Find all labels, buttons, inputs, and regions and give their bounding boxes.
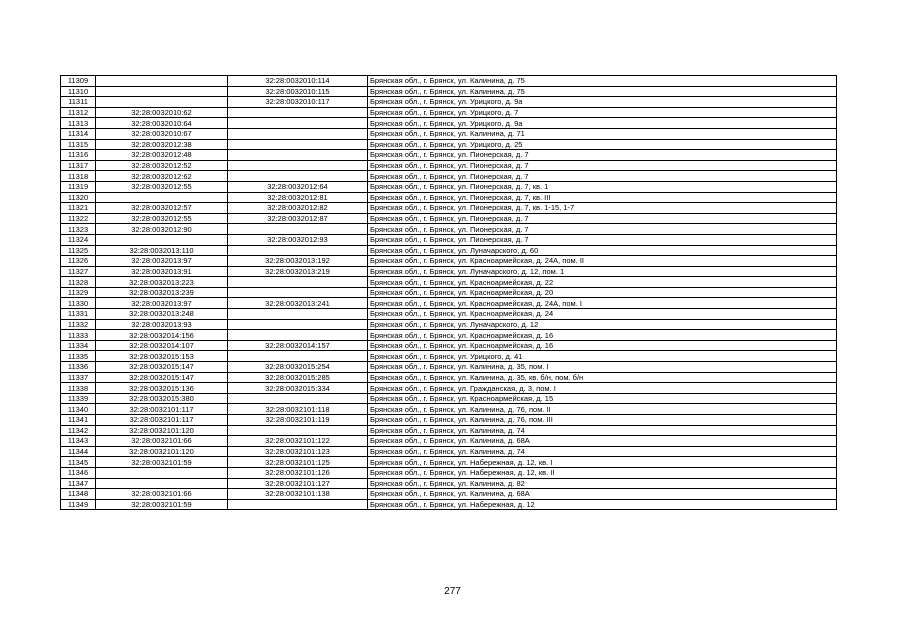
table-row xyxy=(61,192,837,203)
table-row xyxy=(61,478,837,489)
row-number-cell: 11332 xyxy=(61,319,96,330)
address-cell: Брянская обл., г. Брянск, ул. Калинина, д. 76, пом. III xyxy=(368,415,837,426)
row-number-cell: 11345 xyxy=(61,457,96,468)
related-cadastral-number-cell xyxy=(228,351,368,362)
row-number-cell: 11334 xyxy=(61,340,96,351)
table-row xyxy=(61,160,837,171)
row-number-cell: 11346 xyxy=(61,467,96,478)
cadastral-number-cell: 32:28:0032101:120 xyxy=(96,446,228,457)
address-cell: Брянская обл., г. Брянск, ул. Пионерская, д. 7, кв. 1-15, 1-7 xyxy=(368,203,837,214)
row-number-cell: 11327 xyxy=(61,266,96,277)
related-cadastral-number-cell xyxy=(228,118,368,129)
table-row xyxy=(61,499,837,510)
registry-table-body xyxy=(61,76,837,510)
address-cell: Брянская обл., г. Брянск, ул. Урицкого, д. 25 xyxy=(368,139,837,150)
cadastral-number-cell: 32:28:0032012:90 xyxy=(96,224,228,235)
row-number-cell: 11340 xyxy=(61,404,96,415)
table-row xyxy=(61,425,837,436)
cadastral-number-cell: 32:28:0032012:62 xyxy=(96,171,228,182)
cadastral-number-cell: 32:28:0032013:91 xyxy=(96,266,228,277)
table-row xyxy=(61,319,837,330)
cadastral-number-cell: 32:28:0032101:117 xyxy=(96,415,228,426)
related-cadastral-number-cell: 32:28:0032010:117 xyxy=(228,97,368,108)
address-cell: Брянская обл., г. Брянск, ул. Красноармейская, д. 15 xyxy=(368,393,837,404)
related-cadastral-number-cell: 32:28:0032012:81 xyxy=(228,192,368,203)
cadastral-number-cell: 32:28:0032010:62 xyxy=(96,107,228,118)
table-row xyxy=(61,287,837,298)
address-cell: Брянская обл., г. Брянск, ул. Калинина, д. 74 xyxy=(368,446,837,457)
related-cadastral-number-cell xyxy=(228,139,368,150)
address-cell: Брянская обл., г. Брянск, ул. Пионерская, д. 7 xyxy=(368,150,837,161)
cadastral-number-cell: 32:28:0032010:67 xyxy=(96,128,228,139)
address-cell: Брянская обл., г. Брянск, ул. Калинина, д. 35, пом. I xyxy=(368,362,837,373)
row-number-cell: 11331 xyxy=(61,309,96,320)
cadastral-number-cell: 32:28:0032013:93 xyxy=(96,319,228,330)
table-row xyxy=(61,97,837,108)
row-number-cell: 11314 xyxy=(61,128,96,139)
related-cadastral-number-cell: 32:28:0032013:192 xyxy=(228,256,368,267)
address-cell: Брянская обл., г. Брянск, ул. Красноармейская, д. 16 xyxy=(368,330,837,341)
related-cadastral-number-cell xyxy=(228,309,368,320)
row-number-cell: 11319 xyxy=(61,181,96,192)
row-number-cell: 11310 xyxy=(61,86,96,97)
table-row xyxy=(61,86,837,97)
address-cell: Брянская обл., г. Брянск, ул. Калинина, д. 75 xyxy=(368,86,837,97)
cadastral-number-cell: 32:28:0032014:156 xyxy=(96,330,228,341)
table-row xyxy=(61,489,837,500)
address-cell: Брянская обл., г. Брянск, ул. Пионерская, д. 7 xyxy=(368,224,837,235)
table-row xyxy=(61,139,837,150)
related-cadastral-number-cell: 32:28:0032012:93 xyxy=(228,234,368,245)
address-cell: Брянская обл., г. Брянск, ул. Луначарского, д. 12, пом. 1 xyxy=(368,266,837,277)
related-cadastral-number-cell xyxy=(228,393,368,404)
table-row xyxy=(61,404,837,415)
row-number-cell: 11313 xyxy=(61,118,96,129)
cadastral-number-cell: 32:28:0032012:48 xyxy=(96,150,228,161)
row-number-cell: 11335 xyxy=(61,351,96,362)
related-cadastral-number-cell xyxy=(228,160,368,171)
row-number-cell: 11316 xyxy=(61,150,96,161)
cadastral-registry-table xyxy=(60,75,837,510)
related-cadastral-number-cell xyxy=(228,245,368,256)
table-row xyxy=(61,436,837,447)
cadastral-number-cell: 32:28:0032101:59 xyxy=(96,457,228,468)
table-row xyxy=(61,181,837,192)
cadastral-number-cell: 32:28:0032012:55 xyxy=(96,181,228,192)
address-cell: Брянская обл., г. Брянск, ул. Калинина, д. 71 xyxy=(368,128,837,139)
cadastral-number-cell xyxy=(96,478,228,489)
cadastral-number-cell: 32:28:0032101:117 xyxy=(96,404,228,415)
related-cadastral-number-cell: 32:28:0032012:87 xyxy=(228,213,368,224)
table-row xyxy=(61,213,837,224)
related-cadastral-number-cell xyxy=(228,319,368,330)
address-cell: Брянская обл., г. Брянск, ул. Красноармейская, д. 22 xyxy=(368,277,837,288)
table-row xyxy=(61,128,837,139)
table-row xyxy=(61,234,837,245)
related-cadastral-number-cell: 32:28:0032013:241 xyxy=(228,298,368,309)
cadastral-number-cell: 32:28:0032013:239 xyxy=(96,287,228,298)
address-cell: Брянская обл., г. Брянск, ул. Пионерская, д. 7 xyxy=(368,234,837,245)
table-row xyxy=(61,309,837,320)
cadastral-number-cell xyxy=(96,86,228,97)
cadastral-number-cell: 32:28:0032013:248 xyxy=(96,309,228,320)
table-row xyxy=(61,340,837,351)
address-cell: Брянская обл., г. Брянск, ул. Набережная, д. 12, кв. II xyxy=(368,467,837,478)
row-number-cell: 11339 xyxy=(61,393,96,404)
row-number-cell: 11320 xyxy=(61,192,96,203)
address-cell: Брянская обл., г. Брянск, ул. Пионерская, д. 7 xyxy=(368,160,837,171)
related-cadastral-number-cell: 32:28:0032101:118 xyxy=(228,404,368,415)
cadastral-number-cell xyxy=(96,97,228,108)
related-cadastral-number-cell: 32:28:0032015:285 xyxy=(228,372,368,383)
related-cadastral-number-cell: 32:28:0032014:157 xyxy=(228,340,368,351)
related-cadastral-number-cell xyxy=(228,330,368,341)
table-row xyxy=(61,330,837,341)
related-cadastral-number-cell: 32:28:0032101:126 xyxy=(228,467,368,478)
page-number: 277 xyxy=(444,586,461,597)
row-number-cell: 11315 xyxy=(61,139,96,150)
table-row xyxy=(61,383,837,394)
related-cadastral-number-cell: 32:28:0032010:115 xyxy=(228,86,368,97)
address-cell: Брянская обл., г. Брянск, ул. Урицкого, д. 9а xyxy=(368,118,837,129)
related-cadastral-number-cell: 32:28:0032101:122 xyxy=(228,436,368,447)
cadastral-number-cell: 32:28:0032101:66 xyxy=(96,436,228,447)
address-cell: Брянская обл., г. Брянск, ул. Пионерская, д. 7, кв. III xyxy=(368,192,837,203)
cadastral-number-cell: 32:28:0032012:55 xyxy=(96,213,228,224)
table-row xyxy=(61,107,837,118)
address-cell: Брянская обл., г. Брянск, ул. Красноармейская, д. 24А, пом. II xyxy=(368,256,837,267)
address-cell: Брянская обл., г. Брянск, ул. Луначарского, д. 60 xyxy=(368,245,837,256)
related-cadastral-number-cell xyxy=(228,287,368,298)
table-row xyxy=(61,171,837,182)
row-number-cell: 11344 xyxy=(61,446,96,457)
cadastral-number-cell xyxy=(96,234,228,245)
address-cell: Брянская обл., г. Брянск, ул. Калинина, д. 74 xyxy=(368,425,837,436)
cadastral-number-cell xyxy=(96,76,228,87)
row-number-cell: 11321 xyxy=(61,203,96,214)
table-row xyxy=(61,266,837,277)
table-row xyxy=(61,457,837,468)
row-number-cell: 11309 xyxy=(61,76,96,87)
table-row xyxy=(61,256,837,267)
cadastral-number-cell: 32:28:0032013:110 xyxy=(96,245,228,256)
table-row xyxy=(61,446,837,457)
related-cadastral-number-cell xyxy=(228,128,368,139)
row-number-cell: 11341 xyxy=(61,415,96,426)
address-cell: Брянская обл., г. Брянск, ул. Набережная, д. 12, кв. I xyxy=(368,457,837,468)
table-row xyxy=(61,118,837,129)
cadastral-number-cell: 32:28:0032012:57 xyxy=(96,203,228,214)
row-number-cell: 11328 xyxy=(61,277,96,288)
address-cell: Брянская обл., г. Брянск, ул. Калинина, д. 68А xyxy=(368,489,837,500)
cadastral-number-cell: 32:28:0032012:38 xyxy=(96,139,228,150)
row-number-cell: 11311 xyxy=(61,97,96,108)
address-cell: Брянская обл., г. Брянск, ул. Калинина, д. 35, кв. б/н, пом. б/н xyxy=(368,372,837,383)
related-cadastral-number-cell: 32:28:0032101:138 xyxy=(228,489,368,500)
table-row xyxy=(61,393,837,404)
address-cell: Брянская обл., г. Брянск, ул. Калинина, д. 68А xyxy=(368,436,837,447)
cadastral-number-cell: 32:28:0032101:66 xyxy=(96,489,228,500)
cadastral-number-cell: 32:28:0032015:136 xyxy=(96,383,228,394)
table-row xyxy=(61,372,837,383)
row-number-cell: 11338 xyxy=(61,383,96,394)
row-number-cell: 11337 xyxy=(61,372,96,383)
address-cell: Брянская обл., г. Брянск, ул. Калинина, д. 82 xyxy=(368,478,837,489)
related-cadastral-number-cell: 32:28:0032015:254 xyxy=(228,362,368,373)
related-cadastral-number-cell: 32:28:0032101:119 xyxy=(228,415,368,426)
table-row xyxy=(61,362,837,373)
cadastral-number-cell: 32:28:0032013:97 xyxy=(96,256,228,267)
related-cadastral-number-cell: 32:28:0032101:125 xyxy=(228,457,368,468)
cadastral-number-cell: 32:28:0032015:147 xyxy=(96,372,228,383)
table-row xyxy=(61,467,837,478)
row-number-cell: 11325 xyxy=(61,245,96,256)
related-cadastral-number-cell: 32:28:0032101:123 xyxy=(228,446,368,457)
row-number-cell: 11318 xyxy=(61,171,96,182)
related-cadastral-number-cell: 32:28:0032010:114 xyxy=(228,76,368,87)
address-cell: Брянская обл., г. Брянск, ул. Калинина, д. 75 xyxy=(368,76,837,87)
related-cadastral-number-cell: 32:28:0032101:127 xyxy=(228,478,368,489)
address-cell: Брянская обл., г. Брянск, ул. Красноармейская, д. 24А, пом. I xyxy=(368,298,837,309)
row-number-cell: 11336 xyxy=(61,362,96,373)
related-cadastral-number-cell xyxy=(228,150,368,161)
address-cell: Брянская обл., г. Брянск, ул. Гражданская, д. 3, пом. I xyxy=(368,383,837,394)
cadastral-number-cell: 32:28:0032015:147 xyxy=(96,362,228,373)
table-row xyxy=(61,150,837,161)
related-cadastral-number-cell xyxy=(228,425,368,436)
table-row xyxy=(61,245,837,256)
cadastral-number-cell xyxy=(96,467,228,478)
row-number-cell: 11322 xyxy=(61,213,96,224)
cadastral-number-cell: 32:28:0032015:153 xyxy=(96,351,228,362)
row-number-cell: 11347 xyxy=(61,478,96,489)
related-cadastral-number-cell xyxy=(228,224,368,235)
related-cadastral-number-cell xyxy=(228,499,368,510)
address-cell: Брянская обл., г. Брянск, ул. Красноармейская, д. 20 xyxy=(368,287,837,298)
address-cell: Брянская обл., г. Брянск, ул. Урицкого, д. 7 xyxy=(368,107,837,118)
cadastral-number-cell: 32:28:0032013:223 xyxy=(96,277,228,288)
address-cell: Брянская обл., г. Брянск, ул. Пионерская, д. 7 xyxy=(368,213,837,224)
address-cell: Брянская обл., г. Брянск, ул. Набережная, д. 12 xyxy=(368,499,837,510)
address-cell: Брянская обл., г. Брянск, ул. Пионерская, д. 7, кв. 1 xyxy=(368,181,837,192)
table-row xyxy=(61,76,837,87)
address-cell: Брянская обл., г. Брянск, ул. Красноармейская, д. 16 xyxy=(368,340,837,351)
cadastral-number-cell: 32:28:0032015:380 xyxy=(96,393,228,404)
address-cell: Брянская обл., г. Брянск, ул. Урицкого, д. 9а xyxy=(368,97,837,108)
row-number-cell: 11343 xyxy=(61,436,96,447)
cadastral-number-cell xyxy=(96,192,228,203)
table-row xyxy=(61,203,837,214)
table-row xyxy=(61,415,837,426)
table-row xyxy=(61,277,837,288)
row-number-cell: 11342 xyxy=(61,425,96,436)
cadastral-number-cell: 32:28:0032012:52 xyxy=(96,160,228,171)
related-cadastral-number-cell xyxy=(228,277,368,288)
row-number-cell: 11348 xyxy=(61,489,96,500)
row-number-cell: 11323 xyxy=(61,224,96,235)
related-cadastral-number-cell: 32:28:0032013:219 xyxy=(228,266,368,277)
address-cell: Брянская обл., г. Брянск, ул. Луначарского, д. 12 xyxy=(368,319,837,330)
address-cell: Брянская обл., г. Брянск, ул. Пионерская, д. 7 xyxy=(368,171,837,182)
related-cadastral-number-cell: 32:28:0032012:64 xyxy=(228,181,368,192)
row-number-cell: 11312 xyxy=(61,107,96,118)
row-number-cell: 11329 xyxy=(61,287,96,298)
address-cell: Брянская обл., г. Брянск, ул. Калинина, д. 76, пом. II xyxy=(368,404,837,415)
cadastral-number-cell: 32:28:0032101:120 xyxy=(96,425,228,436)
row-number-cell: 11349 xyxy=(61,499,96,510)
related-cadastral-number-cell: 32:28:0032012:82 xyxy=(228,203,368,214)
address-cell: Брянская обл., г. Брянск, ул. Урицкого, д. 41 xyxy=(368,351,837,362)
table-row xyxy=(61,298,837,309)
cadastral-number-cell: 32:28:0032101:59 xyxy=(96,499,228,510)
row-number-cell: 11317 xyxy=(61,160,96,171)
related-cadastral-number-cell xyxy=(228,107,368,118)
table-row xyxy=(61,351,837,362)
row-number-cell: 11326 xyxy=(61,256,96,267)
cadastral-number-cell: 32:28:0032014:107 xyxy=(96,340,228,351)
row-number-cell: 11324 xyxy=(61,234,96,245)
address-cell: Брянская обл., г. Брянск, ул. Красноармейская, д. 24 xyxy=(368,309,837,320)
related-cadastral-number-cell: 32:28:0032015:334 xyxy=(228,383,368,394)
cadastral-number-cell: 32:28:0032010:64 xyxy=(96,118,228,129)
related-cadastral-number-cell xyxy=(228,171,368,182)
table-row xyxy=(61,224,837,235)
row-number-cell: 11330 xyxy=(61,298,96,309)
cadastral-number-cell: 32:28:0032013:97 xyxy=(96,298,228,309)
row-number-cell: 11333 xyxy=(61,330,96,341)
